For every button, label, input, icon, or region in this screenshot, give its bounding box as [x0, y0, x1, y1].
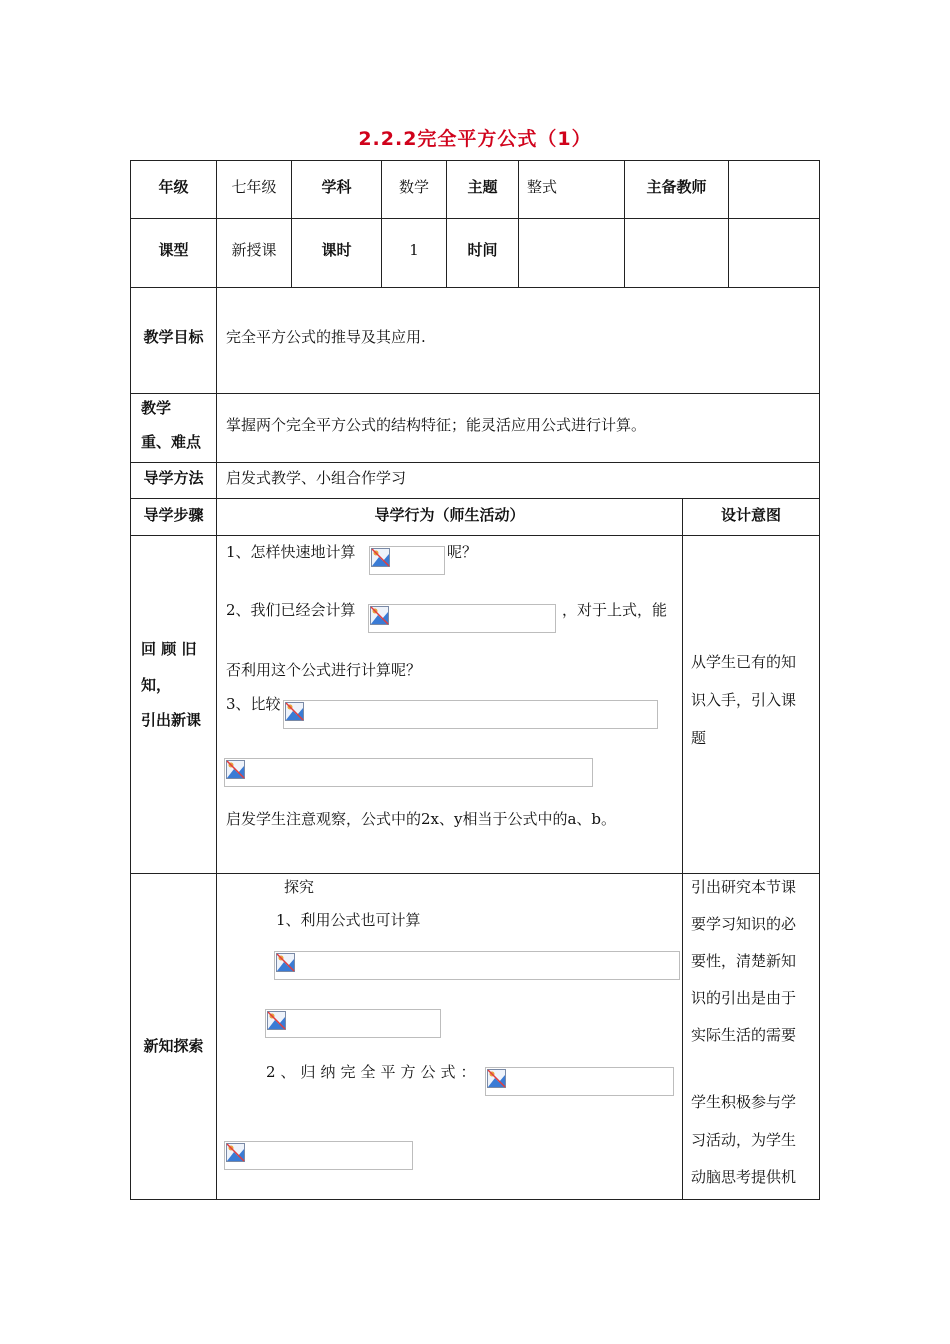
formula-image	[485, 1067, 674, 1096]
broken-image-icon	[267, 1011, 286, 1030]
table-border-top	[130, 160, 820, 161]
explore-label: 新知探索	[143, 1037, 204, 1055]
review-intent-line2: 识入手，引入课	[691, 691, 797, 709]
period-label: 课时	[321, 241, 352, 259]
key-label-line1: 教学	[141, 399, 172, 417]
grade-value: 七年级	[231, 178, 277, 196]
review-line3: 否利用这个公式进行计算呢？	[226, 661, 422, 679]
broken-image-icon	[487, 1069, 506, 1088]
steps-col3-header: 设计意图	[720, 506, 781, 524]
explore-line5: 2、归纳完全平方公式：	[266, 1063, 481, 1081]
method-text: 启发式教学、小组合作学习	[226, 469, 407, 487]
broken-image-icon	[285, 702, 304, 721]
table-rule	[130, 873, 820, 874]
review-intent-line3: 题	[691, 729, 707, 747]
key-text: 掌握两个完全平方公式的结构特征；能灵活应用公式进行计算。	[226, 416, 647, 434]
table-border-right	[819, 160, 820, 1200]
review-line4-start: 3、比较	[226, 695, 281, 713]
formula-image	[274, 951, 680, 980]
broken-image-icon	[370, 606, 389, 625]
time-label: 时间	[467, 241, 498, 259]
formula-image	[224, 1141, 413, 1170]
formula-image	[368, 604, 556, 633]
broken-image-icon	[371, 548, 390, 567]
review-line6: 启发学生注意观察，公式中的2x、y相当于公式中的a、b。	[226, 810, 617, 828]
review-label-line3: 引出新课	[141, 711, 202, 729]
review-line1-start: 1、怎样快速地计算	[226, 543, 356, 561]
table-rule	[518, 160, 519, 288]
steps-col1-header: 导学步骤	[143, 506, 204, 524]
subject-value: 数学	[398, 178, 429, 196]
explore-intent-line: 动脑思考提供机	[691, 1168, 797, 1186]
explore-intent-line: 识的引出是由于	[691, 989, 797, 1007]
goal-text: 完全平方公式的推导及其应用.	[226, 328, 426, 346]
formula-image	[369, 546, 445, 575]
explore-intent-line: 学生积极参与学	[691, 1093, 797, 1111]
table-rule	[130, 218, 820, 219]
type-label: 课型	[158, 241, 189, 259]
formula-image	[283, 700, 658, 729]
grade-label: 年级	[158, 178, 189, 196]
subject-label: 学科	[321, 178, 352, 196]
period-value: 1	[409, 241, 419, 259]
table-rule	[130, 393, 820, 394]
formula-image	[224, 758, 593, 787]
goal-label: 教学目标	[143, 328, 204, 346]
teacher-label: 主备教师	[646, 178, 707, 196]
explore-intent-line: 引出研究本节课	[691, 878, 797, 896]
explore-intent-line: 习活动，为学生	[691, 1131, 797, 1149]
key-label-line2: 重、难点	[141, 433, 202, 451]
table-rule	[682, 498, 683, 1200]
broken-image-icon	[226, 1143, 245, 1162]
table-rule	[130, 498, 820, 499]
table-border-bottom	[130, 1199, 820, 1200]
review-line2-end: ，对于上式，能	[562, 601, 668, 619]
explore-intent-line: 要学习知识的必	[691, 915, 797, 933]
table-rule	[130, 462, 820, 463]
table-rule	[130, 535, 820, 536]
page-title: 2.2.2完全平方公式（1）	[358, 128, 592, 150]
review-label-line2: 知，	[141, 676, 172, 694]
explore-line1: 探究	[284, 878, 315, 896]
topic-value: 整式	[527, 178, 558, 196]
review-label-line1: 回 顾 旧	[141, 640, 197, 658]
table-rule	[216, 160, 217, 1200]
explore-line2: 1、利用公式也可计算	[276, 911, 421, 929]
method-label: 导学方法	[143, 469, 204, 487]
steps-col2-header: 导学行为（师生活动）	[374, 506, 525, 524]
table-rule	[728, 160, 729, 288]
formula-image	[265, 1009, 441, 1038]
table-rule	[130, 287, 820, 288]
review-line2-start: 2、我们已经会计算	[226, 601, 356, 619]
explore-intent-line: 实际生活的需要	[691, 1026, 797, 1044]
broken-image-icon	[226, 760, 245, 779]
broken-image-icon	[276, 953, 295, 972]
type-value: 新授课	[231, 241, 277, 259]
explore-intent-line: 要性，清楚新知	[691, 952, 797, 970]
topic-label: 主题	[467, 178, 498, 196]
review-intent-line1: 从学生已有的知	[691, 653, 797, 671]
review-line1-end: 呢？	[447, 543, 478, 561]
